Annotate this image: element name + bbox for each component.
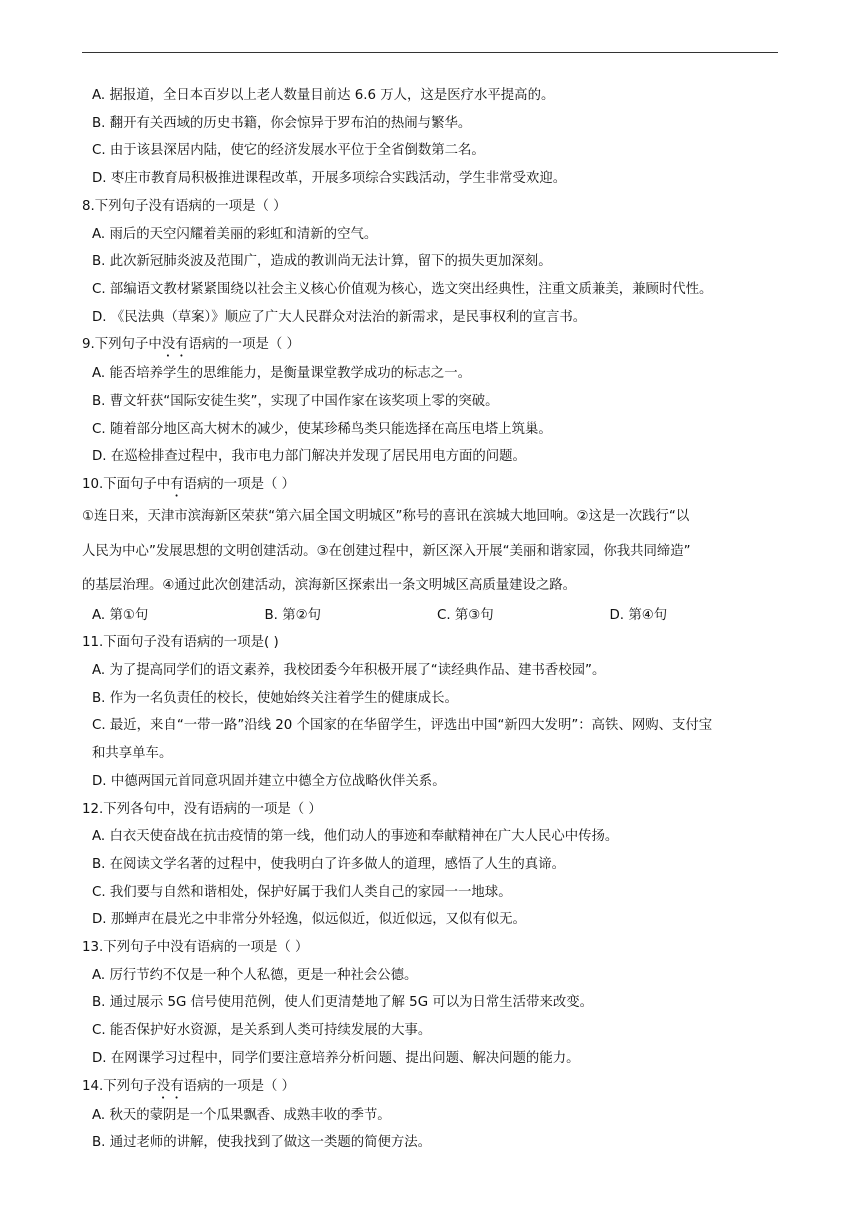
q13-option-b: B. 通过展示 5G 信号使用范例，使人们更清楚地了解 5G 可以为日常生活带来改变。 bbox=[92, 995, 594, 1011]
q9-stem-emphasis: 没有 bbox=[161, 337, 189, 353]
document-body bbox=[82, 82, 782, 1157]
q8-option-a: A. 雨后的天空闪耀着美丽的彩虹和清新的空气。 bbox=[92, 226, 378, 242]
q13-stem: 13.下列句子中没有语病的一项是（ ） bbox=[82, 940, 309, 956]
q8-option-d: D. 《民法典（草案）》顺应了广大人民群众对法治的新需求，是民事权利的宣言书。 bbox=[92, 309, 587, 325]
q10-option-b: B. 第②句 bbox=[264, 607, 321, 623]
q10-options bbox=[82, 602, 782, 630]
q9-stem-post: 语病的一项是（ ） bbox=[188, 337, 300, 353]
q8-stem: 8.下列句子没有语病的一项是（ ） bbox=[82, 198, 287, 214]
q14-stem-post: 语病的一项是（ ） bbox=[183, 1078, 296, 1094]
q7-option-d: D. 枣庄市教育局积极推进课程改革，开展多项综合实践活动，学生非常受欢迎。 bbox=[92, 171, 567, 187]
q11-option-c-continued: 和共享单车。 bbox=[92, 746, 173, 762]
q7-option-a: A. 据报道，全日本百岁以上老人数量目前达 6.6 万人，这是医疗水平提高的。 bbox=[92, 88, 555, 103]
q10-stem-pre: 10.下面句子中 bbox=[82, 477, 171, 493]
header-rule bbox=[82, 52, 778, 53]
q11-option-b: B. 作为一名负责任的校长，使她始终关注着学生的健康成长。 bbox=[92, 690, 458, 706]
q9-stem-pre: 9.下列句子中 bbox=[82, 337, 162, 353]
q7-option-c: C. 由于该县深居内陆，使它的经济发展水平位于全省倒数第二名。 bbox=[92, 143, 485, 159]
q14-stem-pre: 14.下列句子 bbox=[82, 1078, 157, 1094]
q10-option-a: A. 第①句 bbox=[92, 607, 149, 623]
q7-option-b: B. 翻开有关西域的历史书籍，你会惊异于罗布泊的热闹与繁华。 bbox=[92, 115, 472, 131]
q12-option-a: A. 白衣天使奋战在抗击疫情的第一线，他们动人的事迹和奉献精神在广大人民心中传扬。 bbox=[92, 829, 619, 845]
q10-option-d: D. 第④句 bbox=[609, 607, 668, 623]
q11-option-c: C. 最近，来自“一带一路”沿线 20 个国家的在华留学生，评选出中国“新四大发明”：高铁、网购、支付宝 bbox=[92, 718, 713, 734]
q12-stem: 12.下列各句中，没有语病的一项是（ ） bbox=[82, 801, 322, 817]
q9-stem bbox=[82, 331, 782, 360]
q10-passage-line: 人民为中心”发展思想的文明创建活动。③在创建过程中，新区深入开展“美丽和谐家园，你我共同缔造” bbox=[82, 543, 691, 559]
q11-option-a: A. 为了提高同学们的语文素养，我校团委今年积极开展了“读经典作品、建书香校园”。 bbox=[92, 663, 606, 679]
q11-stem: 11.下面句子没有语病的一项是( ) bbox=[82, 635, 279, 651]
q9-option-c: C. 随着部分地区高大树木的减少，使某珍稀鸟类只能选择在高压电塔上筑巢。 bbox=[92, 421, 552, 437]
q8-option-c: C. 部编语文教材紧紧围绕以社会主义核心价值观为核心，选文突出经典性，注重文质兼美，兼顾时代性。 bbox=[92, 281, 713, 297]
q10-passage-line: ①连日来，天津市滨海新区荣获“第六届全国文明城区”称号的喜讯在滨城大地回响。②这是一次践行“以 bbox=[82, 509, 690, 525]
q8-option-b: B. 此次新冠肺炎波及范围广，造成的教训尚无法计算，留下的损失更加深刻。 bbox=[92, 254, 552, 270]
q9-option-a: A. 能否培养学生的思维能力，是衡量课堂教学成功的标志之一。 bbox=[92, 366, 471, 382]
q13-option-d: D. 在网课学习过程中，同学们要注意培养分析问题、提出问题、解决问题的能力。 bbox=[92, 1050, 580, 1066]
q14-option-a: A. 秋天的蒙阴是一个瓜果飘香、成熟丰收的季节。 bbox=[92, 1107, 391, 1123]
q10-option-c: C. 第③句 bbox=[437, 607, 494, 623]
q9-option-d: D. 在巡检排查过程中，我市电力部门解决并发现了居民用电方面的问题。 bbox=[92, 449, 526, 465]
q11-option-d: D. 中德两国元首同意巩固并建立中德全方位战略伙伴关系。 bbox=[92, 773, 446, 789]
q10-stem bbox=[82, 471, 782, 500]
q9-option-b: B. 曹文轩获“国际安徒生奖”，实现了中国作家在该奖项上零的突破。 bbox=[92, 394, 499, 410]
q10-passage bbox=[82, 500, 782, 604]
q12-option-d: D. 那蝉声在晨光之中非常分外轻逸，似远似近，似近似远，又似有似无。 bbox=[92, 912, 526, 928]
q13-option-a: A. 厉行节约不仅是一种个人私德，更是一种社会公德。 bbox=[92, 967, 418, 983]
q10-passage-line: 的基层治理。④通过此次创建活动，滨海新区探索出一条文明城区高质量建设之路。 bbox=[82, 578, 577, 594]
q10-stem-emphasis: 有 bbox=[170, 477, 184, 493]
q14-stem-emphasis: 没有 bbox=[156, 1078, 184, 1094]
q14-stem bbox=[82, 1073, 782, 1102]
q12-option-b: B. 在阅读文学名著的过程中，使我明白了许多做人的道理，感悟了人生的真谛。 bbox=[92, 856, 565, 872]
q12-option-c: C. 我们要与自然和谐相处，保护好属于我们人类自己的家园一一地球。 bbox=[92, 884, 512, 900]
q13-option-c: C. 能否保护好水资源，是关系到人类可持续发展的大事。 bbox=[92, 1023, 432, 1039]
q14-option-b: B. 通过老师的讲解，使我找到了做这一类题的简便方法。 bbox=[92, 1135, 432, 1151]
q10-stem-post: 语病的一项是（ ） bbox=[183, 477, 296, 493]
